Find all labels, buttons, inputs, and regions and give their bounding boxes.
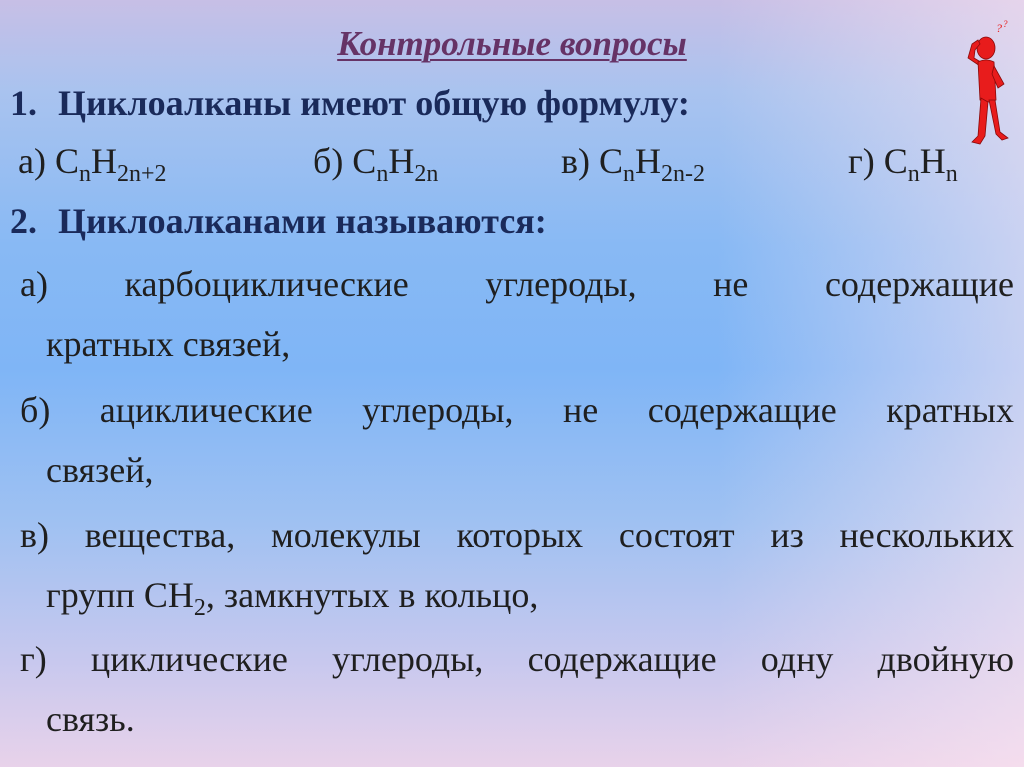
answer-2d	[20, 629, 1014, 749]
answer-2c-line2-b: , замкнутых в кольцо,	[205, 575, 539, 615]
answer-2a-line1: а) карбоциклические углероды, не содержащие	[20, 264, 1014, 304]
question-1	[10, 82, 690, 124]
option-1d-mid: Н	[919, 141, 946, 181]
option-1a-sub2: 2n+2	[116, 161, 167, 187]
thinking-person-icon	[958, 18, 1014, 158]
question-2-text: Циклоалканами называются:	[58, 201, 547, 241]
option-1c-sub1: n	[623, 161, 635, 187]
answer-2c-line1: в) вещества, молекулы которых состоят из нескольких	[20, 515, 1014, 555]
answer-2c-line2-sub: 2	[193, 595, 206, 621]
answer-2b-line1: б) ациклические углероды, не содержащие кратных	[20, 390, 1014, 430]
answer-2b-line2: связей,	[46, 450, 154, 490]
option-1b-prefix: б) С	[313, 141, 377, 181]
option-1d-prefix: г) С	[848, 141, 908, 181]
question-2-number: 2.	[10, 201, 37, 241]
answer-2c-line2	[20, 565, 1014, 625]
option-1b	[313, 140, 439, 187]
question-1-text: Циклоалканы имеют общую формулу:	[58, 83, 690, 123]
option-1a-prefix: а) С	[18, 141, 79, 181]
answer-2c-line2-a: групп СН	[46, 575, 194, 615]
question-1-number: 1.	[10, 83, 37, 123]
answer-2d-line2: связь.	[46, 699, 135, 739]
answer-2b	[20, 380, 1014, 500]
answer-2a	[20, 254, 1014, 374]
answer-2d-line1: г) циклические углероды, содержащие одну двойную	[20, 639, 1014, 679]
option-1c-sub2: 2n-2	[661, 161, 705, 187]
option-1a-mid: Н	[90, 141, 117, 181]
option-1c-prefix: в) С	[561, 141, 623, 181]
option-1a-sub1: n	[78, 161, 91, 187]
option-1b-sub2: 2n	[414, 161, 439, 187]
option-1d-sub2: n	[945, 161, 958, 187]
answer-2c	[20, 505, 1014, 625]
option-1d	[848, 140, 958, 187]
question-2	[10, 200, 547, 242]
svg-text:?: ?	[1003, 19, 1008, 29]
option-1d-sub1: n	[907, 161, 920, 187]
option-1a	[18, 140, 167, 187]
answer-2a-line2: кратных связей,	[46, 324, 291, 364]
option-1c	[561, 140, 705, 187]
option-1b-sub1: n	[376, 161, 389, 187]
slide-title: Контрольные вопросы	[337, 24, 687, 63]
svg-text:?: ?	[996, 21, 1002, 35]
option-1c-mid: Н	[635, 141, 661, 181]
option-1b-mid: Н	[388, 141, 415, 181]
